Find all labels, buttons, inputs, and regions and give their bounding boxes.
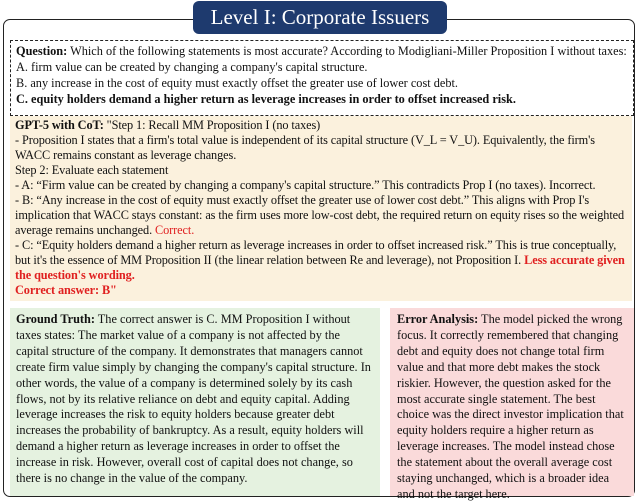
cot-line: - B: “Any increase in the cost of equity must exactly offset the greater use of lower cost debt.” This aligns with Prop I's implication that WACC stays constant: as the firm uses more low-cost debt, the required return on equity rises so the weighted average remains unchanged.: [15, 193, 625, 237]
ground-truth-label: Ground Truth:: [16, 312, 95, 326]
cot-line: - Proposition I states that a firm's total value is independent of its capital structure (V_L = V_U). Equivalently, the firm's WACC remains constant as leverage changes.: [15, 133, 595, 162]
option-c: C. equity holders demand a higher return as leverage increases in order to offset increased risk.: [16, 92, 516, 106]
option-b: B. any increase in the cost of equity must exactly offset the greater use of lower cost debt.: [16, 76, 458, 90]
b-verdict: Correct.: [155, 223, 195, 237]
question-box: [10, 40, 634, 116]
cot-line: "Step 1: Recall MM Proposition I (no taxes): [103, 118, 321, 132]
error-analysis-text: The model picked the wrong focus. It correctly remembered that changing debt and equity does not change total firm value and that more debt makes the stock riskier. However, the question asked for the most accurate single statement. The best choice was the direct investor implication that equity holders require a higher return as leverage increases. The model instead chose the statement about the overall average cost staying unchanged, which is a broader idea and not the target here.: [397, 312, 624, 501]
error-analysis-box: [390, 308, 634, 501]
cot-answer: Correct answer: B": [15, 283, 117, 297]
cot-line: - C: “Equity holders demand a higher return as leverage increases in order to offset increased risk.” This is true conceptually, but it's the essence of MM Proposition II (the linear relation between Re and leverage), not Proposition I.: [15, 238, 617, 267]
cot-line: Step 2: Evaluate each statement: [15, 163, 169, 177]
cot-response-box: [10, 116, 632, 301]
cot-label: GPT-5 with CoT:: [15, 118, 104, 132]
ground-truth-box: [10, 308, 380, 496]
error-analysis-label: Error Analysis:: [397, 312, 479, 326]
ground-truth-text: The correct answer is C. MM Proposition I without taxes states: The market value of a company is not affected by the capital structure of the company. It demonstrates that managers cannot create firm value simply by changing the company's capital structure. In other words, the value of a company is determined solely by its cash flows, not by its relative reliance on debt and equity capital. Adding leverage increases the risk to equity holders because greater debt increases the probability of bankruptcy. As a result, equity holders will demand a higher return as leverage increases in order to offset the increase in risk. However, overall cost of capital does not change, so there is no change in the value of the company.: [16, 312, 371, 486]
c-verdict: Less accurate given the question's wording.: [15, 253, 625, 282]
option-a: A. firm value can be created by changing a company's capital structure.: [16, 60, 368, 74]
question-label: Question:: [16, 44, 68, 58]
question-text: Which of the following statements is most accurate? According to Modigliani-Miller Proposition I without taxes:: [67, 44, 627, 58]
figure-title: Level I: Corporate Issuers: [193, 1, 447, 34]
cot-line: - A: “Firm value can be created by changing a company's capital structure.” This contradicts Prop I (no taxes). Incorrect.: [15, 178, 596, 192]
